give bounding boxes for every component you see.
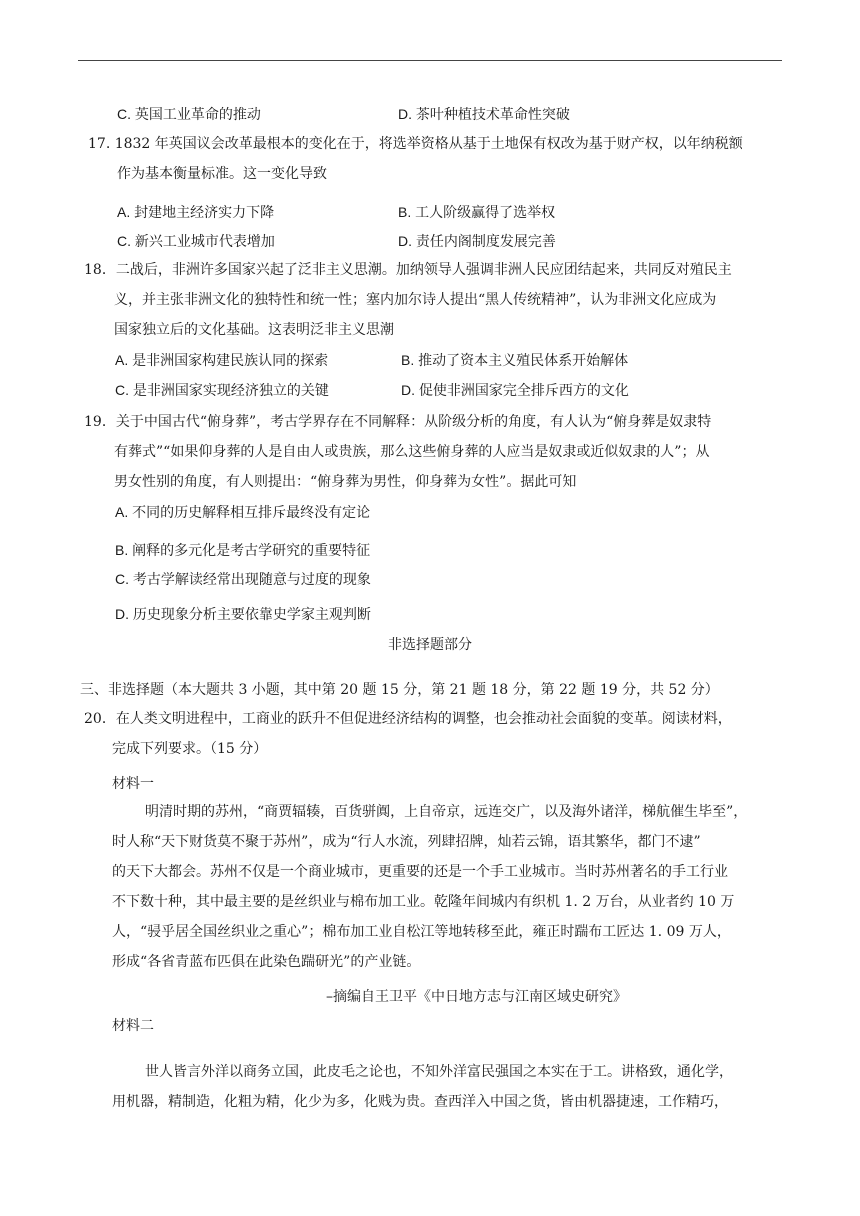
material-one-line4: 不下数十种，其中最主要的是丝织业与棉布加工业。乾隆年间城内有织机 1. 2 万台，从业者约 10 万 [112, 894, 735, 910]
header-rule [78, 60, 782, 61]
q19-stem-line1: 19．关于中国古代“俯身葬”，考古学界存在不同解释：从阶级分析的角度，有人认为“俯身葬是奴隶特 [84, 414, 712, 430]
q17-stem-line2: 作为基本衡量标准。这一变化导致 [117, 166, 327, 182]
material-one-line5: 人，“骎乎居全国丝织业之重心”；棉布加工业自松江等地转移至此，雍正时踹布工匠达 1. 09 万人， [112, 924, 731, 940]
material-two-line1: 世人皆言外洋以商务立国，此皮毛之论也，不知外洋富民强国之本实在于工。讲格致，通化学， [145, 1064, 733, 1080]
q18-option-c: C. 是非洲国家实现经济独立的关键 [115, 382, 329, 398]
q19-stem-line3: 男女性别的角度，有人则提出：“俯身葬为男性，仰身葬为女性”。据此可知 [114, 474, 577, 490]
q17-option-a: A. 封建地主经济实力下降 [117, 204, 275, 220]
material-one-line1: 明清时期的苏州，“商贾辐辏，百货骈阗，上自帝京，远连交广，以及海外诸洋，梯航催生毕至”， [145, 804, 748, 820]
q19-option-a: A. 不同的历史解释相互排斥最终没有定论 [115, 504, 371, 520]
q18-stem-line1: 18．二战后，非洲许多国家兴起了泛非主义思潮。加纳领导人强调非洲人民应团结起来，共同反对殖民主 [84, 262, 732, 278]
q17-stem-line1: 17. 1832 年英国议会改革最根本的变化在于，将选举资格从基于土地保有权改为基于财产权，以年纳税额 [88, 136, 743, 152]
q20-stem-line2: 完成下列要求。（15 分） [112, 741, 268, 757]
material-one-line6: 形成“各省青蓝布匹俱在此染色踹研光”的产业链。 [112, 954, 421, 970]
material-one-line2: 时人称“天下财货莫不聚于苏州”，成为“行人水流，列肆招牌，灿若云锦，语其繁华，都门不逮” [112, 834, 701, 850]
section-title: 非选择题部分 [388, 637, 472, 653]
material-one-line3: 的天下大都会。苏州不仅是一个商业城市，更重要的还是一个手工业城市。当时苏州著名的手工行业 [112, 864, 728, 880]
section-three-heading: 三、非选择题（本大题共 3 小题，其中第 20 题 15 分，第 21 题 18 分，第 22 题 19 分，共 52 分） [80, 682, 719, 698]
q18-option-a: A. 是非洲国家构建民族认同的探索 [115, 352, 329, 368]
material-one-source: –摘编自王卫平《中日地方志与江南区域史研究》 [326, 989, 627, 1005]
material-one-label: 材料一 [112, 776, 154, 792]
q18-option-b: B. 推动了资本主义殖民体系开始解体 [401, 352, 629, 368]
q17-option-b: B. 工人阶级赢得了选举权 [398, 204, 556, 220]
q18-option-d: D. 促使非洲国家完全排斥西方的文化 [401, 382, 629, 398]
q18-stem-line3: 国家独立后的文化基础。这表明泛非主义思潮 [114, 322, 394, 338]
q19-option-b: B. 阐释的多元化是考古学研究的重要特征 [115, 542, 371, 558]
q18-stem-line2: 义，并主张非洲文化的独特性和统一性；塞内加尔诗人提出“黑人传统精神”，认为非洲文化应成为 [114, 292, 717, 308]
material-two-line2: 用机器，精制造，化粗为精，化少为多，化贱为贵。查西洋入中国之货，皆由机器捷速，工作精巧， [112, 1094, 728, 1110]
q17-option-c: C. 新兴工业城市代表增加 [117, 233, 275, 249]
q19-stem-line2: 有葬式”“如果仰身葬的人是自由人或贵族，那么这些俯身葬的人应当是奴隶或近似奴隶的人”；从 [114, 444, 710, 460]
q17-option-d: D. 责任内阁制度发展完善 [398, 233, 556, 249]
q16-option-c: C. 英国工业革命的推动 [117, 106, 261, 122]
material-two-label: 材料二 [112, 1018, 154, 1034]
q19-option-d: D. 历史现象分析主要依靠史学家主观判断 [115, 606, 371, 622]
q16-option-d: D. 茶叶种植技术革命性突破 [398, 106, 570, 122]
q20-stem-line1: 20．在人类文明进程中，工商业的跃升不但促进经济结构的调整，也会推动社会面貌的变革。阅读材料， [84, 711, 732, 727]
q19-option-c: C. 考古学解读经常出现随意与过度的现象 [115, 571, 371, 587]
